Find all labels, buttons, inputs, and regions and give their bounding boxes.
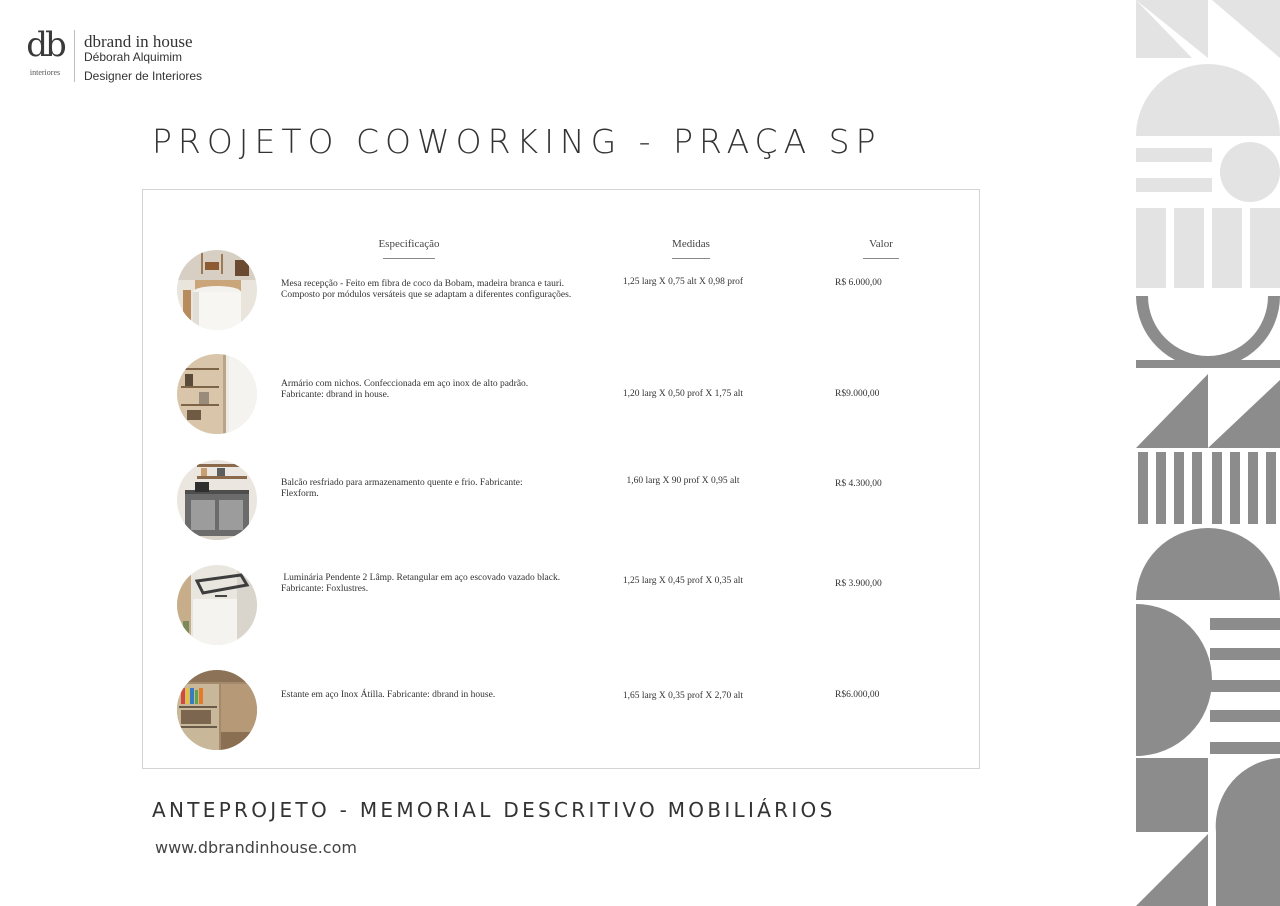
brand-logo [22, 25, 222, 84]
spec-line: Mesa recepção - Feito em fibra de coco da Bobam, madeira branca e tauri. [281, 279, 565, 289]
brand-name: dbrand in house [84, 32, 193, 51]
page-title: PROJETO COWORKING - PRAÇA SP [152, 122, 882, 161]
spec-line: Composto por módulos versáteis que se adaptam a diferentes configurações. [281, 290, 572, 300]
price-text: R$ 3.900,00 [835, 579, 882, 589]
specification-table [142, 189, 980, 769]
refrigerated-counter-photo [177, 460, 257, 540]
measures-text: 1,25 larg X 0,45 prof X 0,35 alt [622, 576, 744, 586]
header-value-label: Valor [869, 238, 893, 250]
monogram [22, 25, 68, 77]
spec-line: Armário com nichos. Confeccionada em aço inox de alto padrão. [281, 379, 529, 389]
cabinet-photo [177, 354, 257, 434]
measures-text: 1,25 larg X 0,75 alt X 0,98 prof [622, 277, 744, 287]
website-link[interactable]: www.dbrandinhouse.com [155, 838, 357, 857]
spec-line: Fabricante: Foxlustres. [281, 584, 369, 594]
table-row [143, 670, 981, 750]
spec-line: Balcão resfriado para armazenamento quente e frio. Fabricante: [281, 478, 523, 488]
measures-text: 1,20 larg X 0,50 prof X 1,75 alt [622, 389, 744, 399]
spec-line: Fabricante: dbrand in house. [281, 390, 390, 400]
header-measures-label: Medidas [672, 238, 710, 250]
reception-desk-photo [177, 250, 257, 330]
brand-text [84, 34, 202, 84]
monogram-subtitle: interiores [29, 68, 61, 77]
price-text: R$ 4.300,00 [835, 479, 882, 489]
document-subtitle: ANTEPROJETO - MEMORIAL DESCRITIVO MOBILIÁRIOS [152, 798, 836, 822]
spec-text [281, 478, 611, 500]
table-row [143, 354, 981, 434]
spec-text [281, 690, 611, 701]
table-row [143, 460, 981, 540]
spec-text [281, 379, 611, 401]
designer-name: Déborah Alquimim [84, 50, 183, 64]
shelf-photo [177, 670, 257, 750]
price-text: R$ 6.000,00 [835, 278, 882, 288]
measures-text: 1,60 larg X 90 prof X 0,95 alt [626, 476, 740, 486]
table-row [143, 250, 981, 330]
spec-line: Luminária Pendente 2 Lâmp. Retangular em aço escovado vazado black. [281, 573, 561, 583]
spec-text [281, 573, 611, 595]
monogram-letters: db [26, 25, 64, 65]
brand-divider [74, 30, 75, 82]
price-text: R$9.000,00 [835, 389, 880, 399]
price-text: R$6.000,00 [835, 690, 880, 700]
header-specification-label: Especificação [378, 238, 440, 250]
spec-text [281, 279, 611, 301]
spec-line: Estante em aço Inox Átilla. Fabricante: dbrand in house. [281, 690, 496, 700]
measures-text: 1,65 larg X 0,35 prof X 2,70 alt [622, 691, 744, 701]
designer-role: Designer de Interiores [84, 69, 203, 83]
geometric-pattern [1136, 0, 1280, 906]
pendant-lamp-photo [177, 565, 257, 645]
spec-line: Flexform. [281, 489, 319, 499]
table-row [143, 565, 981, 645]
